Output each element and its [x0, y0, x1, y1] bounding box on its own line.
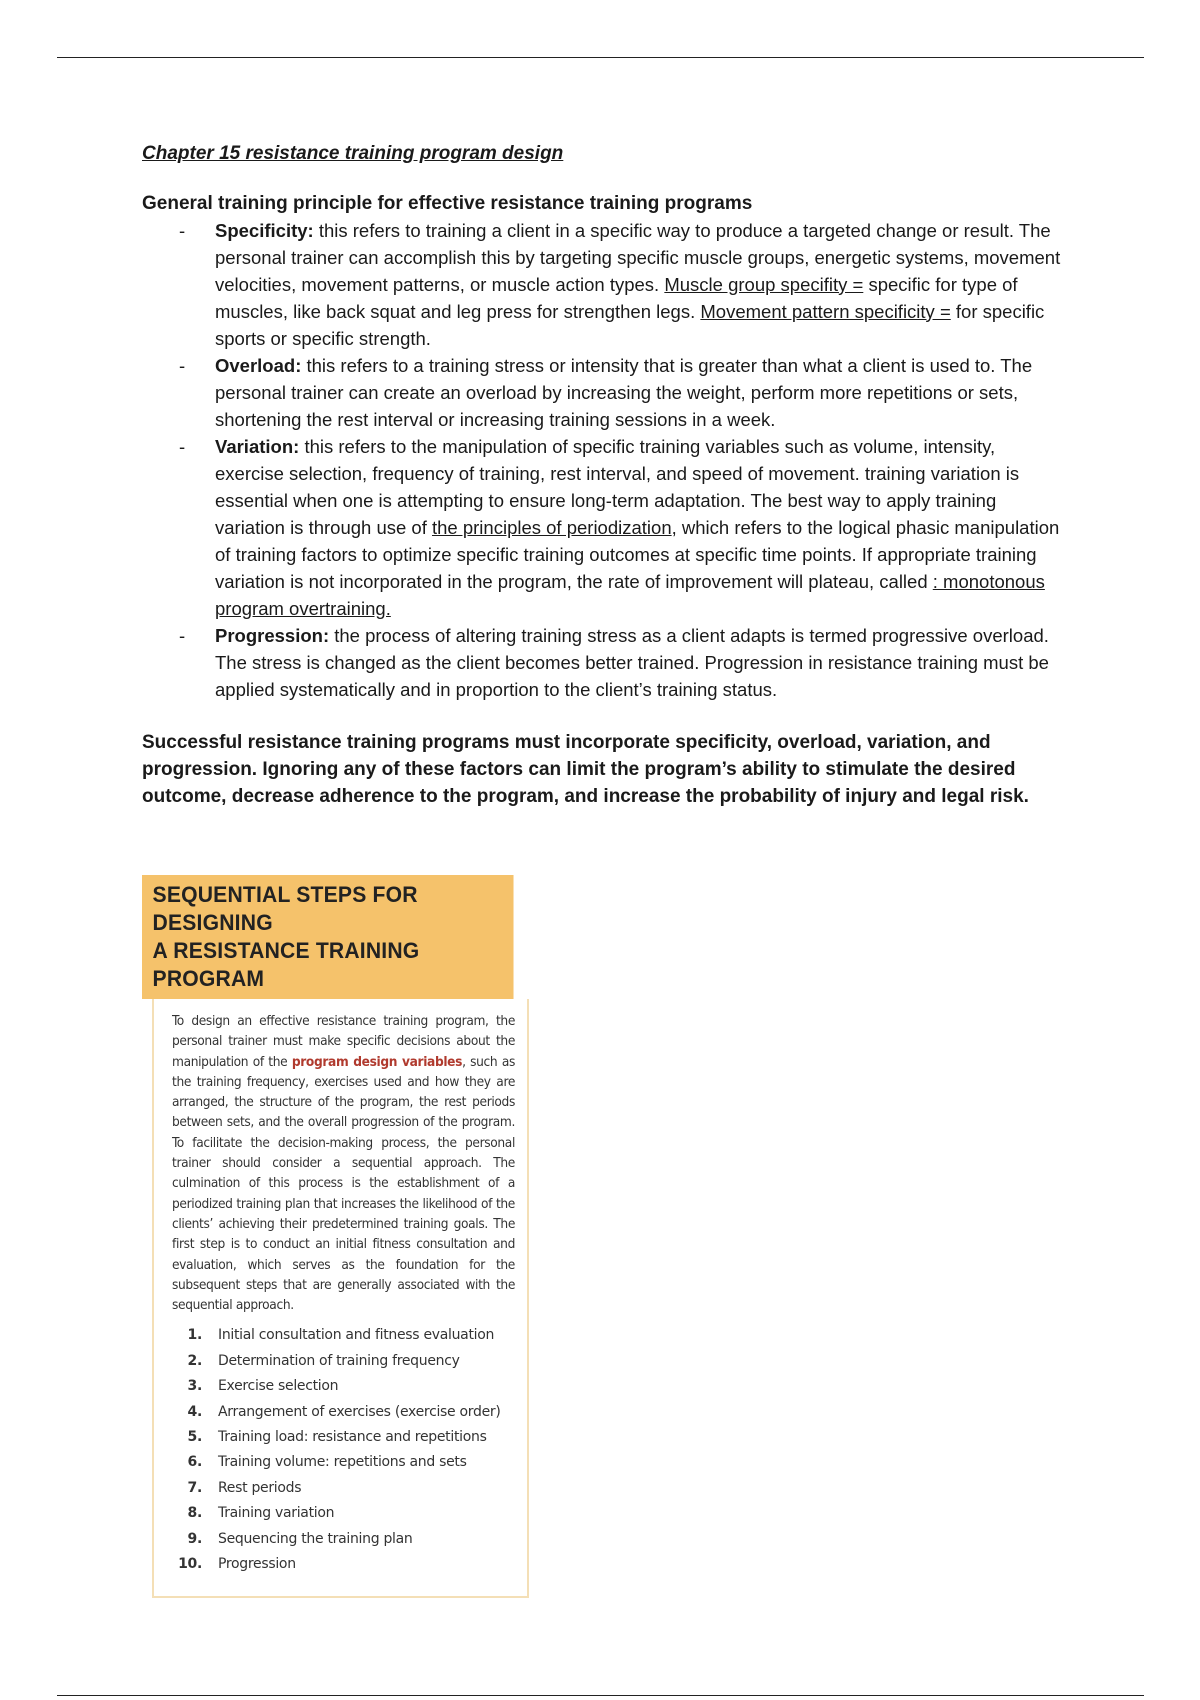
principle-term: Specificity:: [215, 219, 314, 241]
underlined-term: Movement pattern specificity =: [700, 300, 951, 322]
document-body: [142, 143, 1062, 810]
principle-overload: - Overload: this refers to a training stress or intensity that is greater than what a client is used to. The personal trainer can create an overload by increasing the weight, perform more repetitions or sets, shortening the rest interval or increasing training sessions in a week.: [142, 352, 1062, 433]
underlined-term: the principles of periodization: [432, 516, 672, 538]
bullet-dash: -: [179, 624, 186, 646]
step-item: 1. Initial consultation and fitness evaluation: [187, 1327, 495, 1344]
principle-term: Variation:: [215, 435, 300, 457]
bullet-dash: -: [179, 219, 186, 241]
principle-term: Progression:: [215, 624, 330, 646]
sequential-steps-figure: [142, 875, 529, 1598]
step-item: 5. Training load: resistance and repetitions: [187, 1429, 487, 1446]
figure-header: [142, 875, 514, 999]
step-item: 10. Progression: [178, 1556, 296, 1573]
principle-specificity: - Specificity: this refers to training a client in a specific way to produce a targeted change or result. The personal trainer can accomplish this by targeting specific muscle groups, energetic systems, movement velocities, movement patterns, or muscle action types. Muscle group specifity = specific for type of muscles, like back squat and leg press for strengthen legs. Movement pattern specificity = for specific sports or specific strength.: [142, 217, 1062, 352]
step-item: 4. Arrangement of exercises (exercise order): [187, 1403, 501, 1420]
figure-title-line-2: A RESISTANCE TRAINING PROGRAM: [152, 938, 420, 991]
steps-list: [172, 1323, 515, 1577]
principle-progression: - Progression: the process of altering training stress as a client adapts is termed progressive overload. The stress is changed as the client becomes better trained. Progression in resistance training must be applied systematically and in proportion to the client’s training status.: [142, 622, 1062, 703]
principle-term: Overload:: [215, 354, 302, 376]
step-item: 2. Determination of training frequency: [187, 1352, 460, 1369]
bottom-rule: [57, 1695, 1144, 1696]
section-heading: General training principle for effective resistance training programs: [142, 192, 753, 214]
top-rule: [57, 57, 1144, 58]
highlighted-term: program design variables: [291, 1053, 463, 1070]
bullet-dash: -: [179, 435, 186, 457]
step-item: 8. Training variation: [187, 1505, 335, 1522]
principle-variation: - Variation: this refers to the manipulation of specific training variables such as volume, intensity, exercise selection, frequency of training, rest interval, and speed of movement. training variation is essential when one is attempting to ensure long-term adaptation. The best way to apply training variation is through use of the principles of periodization, which refers to the logical phasic manipulation of training factors to optimize specific training outcomes at specific time points. If appropriate training variation is not incorporated in the program, the rate of improvement will plateau, called : monotonous program overtraining.: [142, 433, 1062, 622]
step-item: 9. Sequencing the training plan: [187, 1530, 413, 1547]
chapter-title: Chapter 15 resistance training program design: [142, 143, 564, 164]
step-item: 3. Exercise selection: [187, 1378, 339, 1395]
figure-title-line-1: SEQUENTIAL STEPS FOR DESIGNING: [152, 882, 418, 935]
step-item: 7. Rest periods: [187, 1479, 302, 1496]
step-item: 6. Training volume: repetitions and sets: [187, 1454, 467, 1471]
figure-body: [152, 999, 529, 1598]
underlined-term: : monotonous program overtraining.: [215, 570, 1045, 619]
figure-paragraph: To design an effective resistance training program, the personal trainer must make specific decisions about the manipulation of the program design variables, such as the training frequency, exercises used and how they are arranged, the structure of the program, the rest periods between sets, and the overall progression of the program. To facilitate the decision-making process, the personal trainer should consider a sequential approach. The culmination of this process is the establishment of a periodized training plan that increases the likelihood of the clients’ achieving their predetermined training goals. The first step is to conduct an initial fitness consultation and evaluation, which serves as the foundation for the subsequent steps that are generally associated with the sequential approach.: [172, 1013, 515, 1314]
principles-list: [142, 217, 1062, 703]
summary-paragraph: Successful resistance training programs must incorporate specificity, overload, variation, and progression. Ignoring any of these factors can limit the program’s ability to stimulate the desired outcome, decrease adherence to the program, and increase the probability of injury and legal risk.: [142, 731, 1029, 807]
underlined-term: Muscle group specifity =: [664, 273, 864, 295]
bullet-dash: -: [179, 354, 186, 376]
